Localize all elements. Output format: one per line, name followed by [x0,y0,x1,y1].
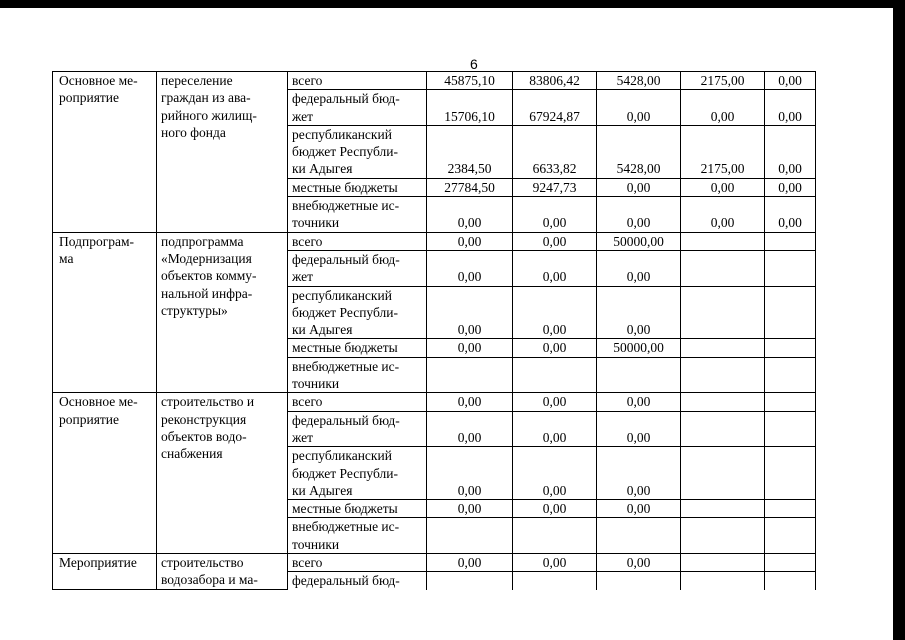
funding-source-cell: всего [288,554,427,572]
funding-source-cell: внебюджетные ис- точники [288,518,427,554]
amount-cell: 0,00 [765,178,816,196]
amount-cell [513,572,597,590]
amount-cell: 0,00 [681,178,765,196]
measure-type-cell: Основное ме- роприятие [53,72,157,233]
amount-cell: 0,00 [513,554,597,572]
funding-source-cell: местные бюджеты [288,339,427,357]
amount-cell: 0,00 [427,197,513,233]
amount-cell: 0,00 [427,447,513,500]
amount-cell: 5428,00 [597,72,681,90]
funding-source-cell: внебюджетные ис- точники [288,197,427,233]
amount-cell [681,411,765,447]
amount-cell: 0,00 [513,339,597,357]
amount-cell: 2175,00 [681,72,765,90]
amount-cell [681,286,765,339]
amount-cell: 0,00 [765,125,816,178]
amount-cell [427,357,513,393]
amount-cell: 0,00 [681,90,765,126]
amount-cell: 0,00 [597,90,681,126]
amount-cell: 0,00 [513,411,597,447]
amount-cell: 5428,00 [597,125,681,178]
measure-type-cell: Мероприятие [53,554,157,590]
measure-name-cell: подпрограмма «Модернизация объектов комму- нальной инфра- структуры» [157,232,288,393]
amount-cell: 0,00 [513,286,597,339]
amount-cell [765,393,816,411]
amount-cell: 0,00 [513,500,597,518]
amount-cell [765,339,816,357]
amount-cell [681,357,765,393]
amount-cell: 0,00 [427,232,513,250]
amount-cell: 0,00 [513,250,597,286]
page-number: 6 [470,56,478,72]
amount-cell: 0,00 [427,250,513,286]
amount-cell: 0,00 [765,197,816,233]
amount-cell: 0,00 [597,197,681,233]
amount-cell: 67924,87 [513,90,597,126]
amount-cell: 15706,10 [427,90,513,126]
table-row [53,72,816,90]
amount-cell: 0,00 [765,90,816,126]
amount-cell: 0,00 [427,500,513,518]
amount-cell: 50000,00 [597,232,681,250]
table-row [53,393,816,411]
amount-cell: 0,00 [427,339,513,357]
amount-cell [765,250,816,286]
measure-name-cell: строительство водозабора и ма- [157,554,288,590]
amount-cell: 2384,50 [427,125,513,178]
amount-cell: 0,00 [597,178,681,196]
amount-cell: 0,00 [597,286,681,339]
amount-cell: 0,00 [597,500,681,518]
amount-cell [765,447,816,500]
amount-cell [765,286,816,339]
amount-cell: 0,00 [427,554,513,572]
amount-cell [681,447,765,500]
amount-cell: 0,00 [765,72,816,90]
amount-cell: 0,00 [513,447,597,500]
funding-source-cell: всего [288,393,427,411]
amount-cell [765,411,816,447]
table-row [53,232,816,250]
funding-source-cell: федеральный бюд- жет [288,250,427,286]
amount-cell [681,500,765,518]
amount-cell [681,572,765,590]
amount-cell [513,357,597,393]
amount-cell: 27784,50 [427,178,513,196]
amount-cell [597,572,681,590]
measure-name-cell: строительство и реконструкция объектов водо- снабжения [157,393,288,554]
amount-cell: 9247,73 [513,178,597,196]
measure-type-cell: Основное ме- роприятие [53,393,157,554]
amount-cell [765,357,816,393]
amount-cell: 0,00 [513,197,597,233]
amount-cell: 0,00 [597,393,681,411]
amount-cell: 0,00 [681,197,765,233]
amount-cell [681,250,765,286]
funding-source-cell: федеральный бюд- жет [288,411,427,447]
amount-cell: 0,00 [513,393,597,411]
funding-source-cell: федеральный бюд- [288,572,427,590]
amount-cell: 0,00 [597,554,681,572]
amount-cell: 0,00 [427,393,513,411]
amount-cell [681,518,765,554]
amount-cell: 0,00 [597,447,681,500]
measure-type-cell: Подпрограм- ма [53,232,157,393]
funding-source-cell: федеральный бюд- жет [288,90,427,126]
funding-source-cell: республиканский бюджет Республи- ки Адыгея [288,125,427,178]
document-page [0,8,893,640]
amount-cell [765,554,816,572]
measure-name-cell: переселение граждан из ава- рийного жилищ- ного фонда [157,72,288,233]
amount-cell [765,572,816,590]
funding-source-cell: всего [288,72,427,90]
amount-cell [513,518,597,554]
amount-cell: 0,00 [513,232,597,250]
amount-cell: 0,00 [597,250,681,286]
amount-cell: 45875,10 [427,72,513,90]
amount-cell: 2175,00 [681,125,765,178]
amount-cell: 50000,00 [597,339,681,357]
funding-source-cell: местные бюджеты [288,500,427,518]
table-row [53,554,816,572]
amount-cell [765,232,816,250]
amount-cell: 6633,82 [513,125,597,178]
amount-cell [681,554,765,572]
amount-cell [681,339,765,357]
amount-cell: 0,00 [597,411,681,447]
funding-source-cell: всего [288,232,427,250]
funding-source-cell: республиканский бюджет Республи- ки Адыгея [288,286,427,339]
funding-source-cell: республиканский бюджет Республи- ки Адыгея [288,447,427,500]
amount-cell [765,500,816,518]
amount-cell: 0,00 [427,411,513,447]
amount-cell: 0,00 [427,286,513,339]
funding-source-cell: местные бюджеты [288,178,427,196]
amount-cell [597,518,681,554]
amount-cell [765,518,816,554]
amount-cell [597,357,681,393]
amount-cell [427,572,513,590]
amount-cell [681,232,765,250]
amount-cell [427,518,513,554]
amount-cell [681,393,765,411]
amount-cell: 83806,42 [513,72,597,90]
funding-table [52,71,816,590]
funding-source-cell: внебюджетные ис- точники [288,357,427,393]
